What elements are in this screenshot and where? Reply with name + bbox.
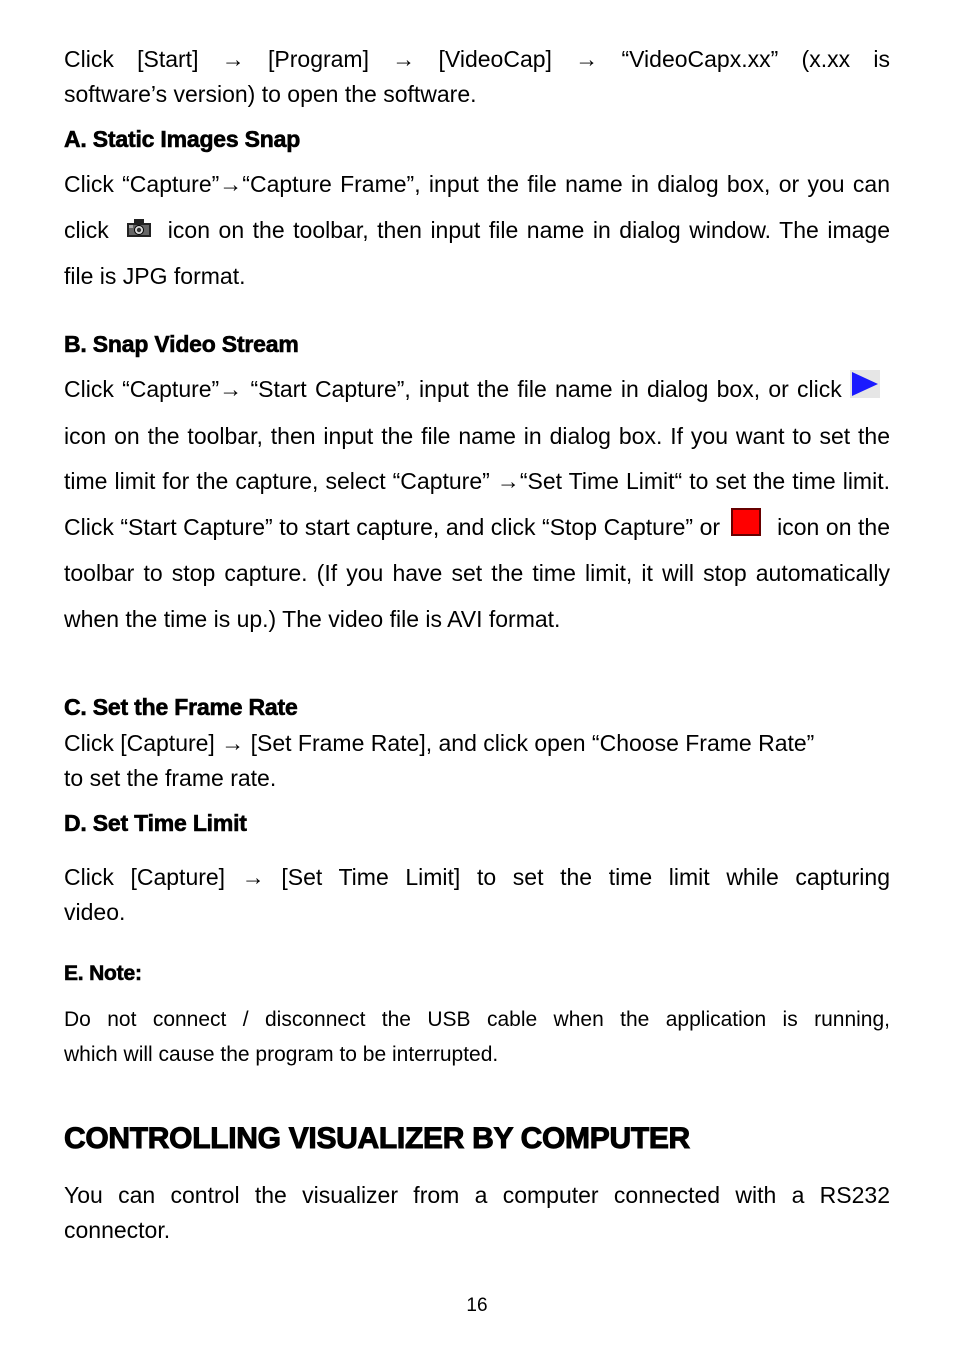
section-b-paragraph: [64, 367, 890, 642]
section-b-heading: B. Snap Video Stream: [64, 331, 299, 357]
section-b-text-1: Click “Capture”→ “Start Capture”, input the file name in dialog box, or click: [64, 376, 850, 402]
section-e-line-2: which will cause the program to be interrupted.: [64, 1043, 499, 1066]
section-b-text-2: icon on the toolbar, then input the file name in dialog box. If you want to set the time limit for the capture, select “Capture” →“Set Time Limit“ to set the time limit. Click “Start Capture” to start capture, and click “Stop Capture” or: [64, 422, 890, 540]
section-e-heading: E. Note:: [64, 962, 142, 985]
section-c-line-2: to set the frame rate.: [64, 765, 277, 791]
stop-icon: [731, 506, 761, 552]
section-d-line-2: video.: [64, 899, 126, 925]
section-d-heading: D. Set Time Limit: [64, 810, 247, 836]
controlling-line-1: You can control the visualizer from a computer connected with a RS232: [64, 1182, 890, 1208]
page-number: 16: [466, 1295, 488, 1316]
section-a-text-1: Click “Capture”→“Capture Frame”, input the file name in dialog box, or you can click: [64, 171, 890, 243]
section-b-text-3: icon on the toolbar to stop capture. (If you have set the time limit, it will stop automatically when the time is up.) The video file is AVI format.: [64, 513, 891, 632]
section-c-heading: C. Set the Frame Rate: [64, 694, 298, 720]
controlling-heading: CONTROLLING VISUALIZER BY COMPUTER: [64, 1122, 690, 1155]
section-a-paragraph: [64, 162, 890, 300]
section-d-line-1: Click [Capture] → [Set Time Limit] to set the time limit while capturing: [64, 864, 890, 890]
section-c-line-1: Click [Capture] → [Set Frame Rate], and click open “Choose Frame Rate”: [64, 730, 815, 756]
section-a-text-2: icon on the toolbar, then input file name in dialog window. The image file is JPG format.: [64, 216, 890, 290]
camera-icon: [125, 209, 153, 255]
intro-line-2: software’s version) to open the software.: [64, 81, 477, 107]
section-e-line-1: Do not connect / disconnect the USB cable when the application is running,: [64, 1008, 890, 1031]
play-icon: [850, 368, 880, 414]
intro-line-1: Click [Start] → [Program] → [VideoCap] → “VideoCapx.xx” (x.xx is: [64, 46, 890, 72]
controlling-line-2: connector.: [64, 1217, 171, 1243]
section-a-heading: A. Static Images Snap: [64, 126, 301, 152]
